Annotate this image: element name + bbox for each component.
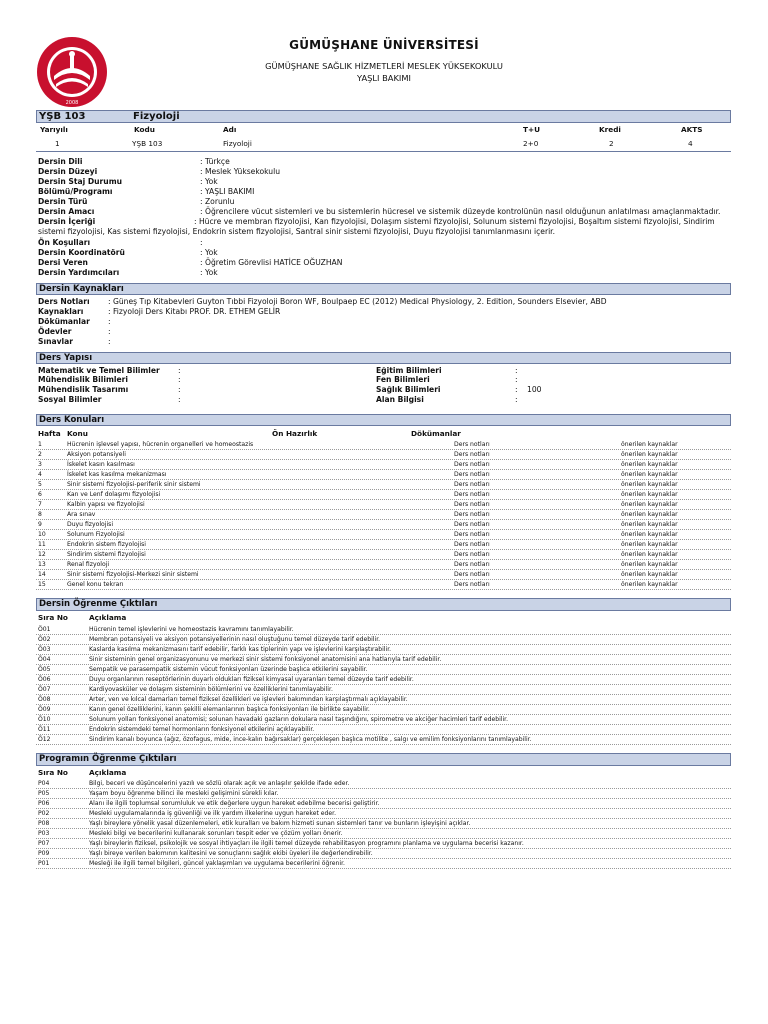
val-tu: 2+0 [523,139,539,148]
info-label: Bölümü/Programı [38,187,113,196]
outcome-text: Endokrin sistemdeki temel hormonların fonksiyonel etkilerini açıklayabilir. [89,726,315,733]
topic-row [36,550,731,560]
info-value: : Meslek Yüksekokulu [200,167,281,176]
topic-source: önerilen kaynaklar [621,511,678,518]
info-value: : YAŞLI BAKIMI [200,187,255,196]
outcome-no: Ö07 [38,686,51,693]
program-outcome-no: P02 [38,810,50,817]
topic-source: önerilen kaynaklar [621,441,678,448]
res-label: Kaynakları [38,307,84,316]
program-outcome-row [36,789,731,799]
info-label: Dersin İçeriği [38,217,96,226]
topic-doc: Ders notları [454,521,490,528]
info-label: Dersin Koordinatörü [38,248,125,257]
topic-source: önerilen kaynaklar [621,571,678,578]
outcome-row [36,735,731,745]
topic-source: önerilen kaynaklar [621,481,678,488]
topic-title: Kalbin yapısı ve fizyolojisi [67,501,145,508]
program-outcome-no: P06 [38,800,50,807]
topic-doc: Ders notları [454,451,490,458]
val-kredi: 2 [609,139,614,148]
res-label: Ödevler [38,327,72,336]
info-label: Dersin Amacı [38,207,95,216]
outcome-no: Ö01 [38,626,51,633]
topics-col-hafta: Hafta [38,429,61,438]
info-label: Dersin Dili [38,157,83,166]
struct-extra-value: 100 [527,385,542,394]
course-summary-table [36,125,731,149]
program-name: YAŞLI BAKIMI [357,73,411,83]
outcome-row [36,645,731,655]
outcome-row [36,685,731,695]
topic-doc: Ders notları [454,471,490,478]
outcome-row [36,675,731,685]
program-outcome-row [36,839,731,849]
topic-title: Hücrenin işlevsel yapısı, hücrenin organelleri ve homeostazis [67,441,254,448]
topic-title: Kan ve Lenf dolaşımı fizyolojisi [67,491,161,498]
topic-source: önerilen kaynaklar [621,471,678,478]
outcome-text: Sempatik ve parasempatik sistemin vücut fonksiyonları üzerinde başlıca etkilerini sayabilir. [89,666,368,673]
topic-title: Ara sınav [67,511,96,518]
program-outcome-no: P04 [38,780,50,787]
topic-row [36,540,731,550]
outcome-row [36,715,731,725]
divider [36,151,731,152]
res-label: Dökümanlar [38,317,90,326]
program-outcome-text: Yaşlı bireylerin fiziksel, psikolojik ve sosyal ihtiyaçları ile ilgili temel düzeyde rehabilitasyon programını planlama ve uygulama becerisi kazanır. [89,840,524,847]
topic-row [36,440,731,450]
topic-week: 12 [38,551,46,558]
university-name: GÜMÜŞHANE ÜNİVERSİTESİ [289,38,479,52]
topics-col-konu: Konu [67,429,88,438]
struct-value: : [178,375,181,384]
outcome-row [36,665,731,675]
topic-row [36,470,731,480]
topic-source: önerilen kaynaklar [621,551,678,558]
topic-row [36,530,731,540]
topic-source: önerilen kaynaklar [621,491,678,498]
program-outcome-row [36,779,731,789]
outcome-text: Membran potansiyeli ve aksiyon potansiyellerinin nasıl oluştuğunu temel düzeyde tarif edebilir. [89,636,381,643]
topic-title: Sinir sistemi fizyolojisi-Merkezi sinir sistemi [67,571,199,578]
info-label: Dersin Düzeyi [38,167,98,176]
info-label: Dersi Veren [38,258,88,267]
topic-title: Sindirim sistemi fizyolojisi [67,551,146,558]
outcome-row [36,635,731,645]
program-outcome-no: P01 [38,860,50,867]
info-value: : Yok [200,248,218,257]
struct-value: : [515,366,518,375]
outcome-no: Ö09 [38,706,51,713]
res-label: Sınavlar [38,337,74,346]
program-outcome-row [36,809,731,819]
info-value: : Öğrencilere vücut sistemleri ve bu sistemlerin hücresel ve sistemik düzeyde kontrolünün nasıl olduğunun anlatılması amaçlanmaktadır. [200,207,721,216]
topic-doc: Ders notları [454,491,490,498]
info-value: : Zorunlu [200,197,235,206]
course-summary-row [36,139,731,149]
info-label: Ön Koşulları [38,238,91,247]
info-label: Dersin Staj Durumu [38,177,123,186]
topic-week: 4 [38,471,42,478]
struct-label: Alan Bilgisi [376,395,424,404]
outcome-no: Ö05 [38,666,51,673]
topic-row [36,450,731,460]
topic-title: Aksiyon potansiyeli [67,451,126,458]
topic-week: 14 [38,571,46,578]
topic-title: Sinir sistemi fizyolojisi-periferik sinir sistemi [67,481,201,488]
topic-doc: Ders notları [454,511,490,518]
topic-source: önerilen kaynaklar [621,461,678,468]
topics-col-onhazirlik: Ön Hazırlık [272,429,318,438]
program-outcomes-header [36,768,731,778]
topic-row [36,510,731,520]
outcome-row [36,655,731,665]
struct-value: : [178,366,181,375]
info-value: : Yok [200,177,218,186]
program-outcome-row [36,849,731,859]
topic-title: İskelet kas kasılma mekanizması [67,471,167,478]
info-label: Dersin Türü [38,197,88,206]
program-outcome-text: Mesleki uygulamalarında iş güvenliği ve ilk yardım ilkelerine uygun hareket eder. [89,810,337,817]
topic-row [36,460,731,470]
topic-doc: Ders notları [454,531,490,538]
outcome-no: Ö02 [38,636,51,643]
info-value: : Öğretim Görevlisi HATİCE OĞUZHAN [200,258,343,267]
col-adi: Adı [223,125,237,134]
course-title-band [36,110,731,123]
topic-week: 15 [38,581,46,588]
structure-band [36,352,731,364]
val-yariyil: 1 [55,139,60,148]
res-value: : [108,317,111,326]
outcome-text: Duyu organlarının reseptörlerinin duyarlı oldukları fiziksel kimyasal uyaranları temel düzeyde tarif edebilir. [89,676,414,683]
topic-source: önerilen kaynaklar [621,541,678,548]
topic-week: 1 [38,441,42,448]
topic-title: Endokrin sistem fizyolojisi [67,541,146,548]
program-outcome-text: Yaşam boyu öğrenme bilinci ile mesleki gelişimini sürekli kılar. [89,790,279,797]
outcome-text: Sindirim kanalı boyunca (ağız, özofagus, mide, ince-kalın bağırsaklar) gerçekleşen başlıca motilite , salgı ve emilim fonksiyonlarını tanımlayabilir. [89,736,532,743]
program-outcomes-col-no: Sıra No [38,768,68,777]
outcome-no: Ö12 [38,736,51,743]
topic-title: Genel konu tekrarı [67,581,124,588]
topic-doc: Ders notları [454,561,490,568]
topic-week: 7 [38,501,42,508]
struct-value: : [178,385,181,394]
topic-doc: Ders notları [454,501,490,508]
topic-week: 9 [38,521,42,528]
program-outcome-text: Bilgi, beceri ve düşüncelerini yazılı ve sözlü olarak açık ve anlaşılır şekilde ifade eder. [89,780,350,787]
topic-title: Duyu fizyolojisi [67,521,114,528]
topics-title: Ders Konuları [39,415,105,425]
topics-band [36,414,731,426]
course-summary-header [36,125,731,135]
topic-doc: Ders notları [454,581,490,588]
res-label: Ders Notları [38,297,90,306]
topic-week: 8 [38,511,42,518]
res-value: : Güneş Tıp Kitabevleri Guyton Tıbbi Fizyoloji Boron WF, Boulpaep EC (2012) Medical Physiology, 2. Edition, Sounders Elsevier, ABD [108,297,607,306]
program-outcome-text: Yaşlı bireye verilen bakımının kalitesini ve sonuçlarını sağlık ekibi üyeleri ile değerlendirebilir. [89,850,373,857]
outcome-row [36,705,731,715]
program-outcome-no: P08 [38,820,50,827]
val-kodu: YŞB 103 [132,139,163,148]
outcome-text: Hücrenin temel işlevlerini ve homeostazis kavramını tanımlayabilir. [89,626,294,633]
col-kredi: Kredi [599,125,621,134]
topics-header [36,429,731,439]
info-value: : Türkçe [200,157,230,166]
topic-source: önerilen kaynaklar [621,561,678,568]
struct-value: : [515,395,518,404]
col-tu: T+U [523,125,541,134]
col-kodu: Kodu [134,125,155,134]
program-outcome-no: P03 [38,830,50,837]
topic-week: 13 [38,561,46,568]
outcome-row [36,725,731,735]
struct-label: Matematik ve Temel Bilimler [38,366,160,375]
res-value: : [108,337,111,346]
topic-title: Renal fizyoloji [67,561,110,568]
outcome-text: Arter, ven ve kılcal damarları temel fiziksel özellikleri ve işlevleri bakımından karşılaştırmalı açıklayabilir. [89,696,408,703]
info-value: : [200,238,203,247]
topic-row [36,490,731,500]
topic-week: 6 [38,491,42,498]
info-value: : Hücre ve membran fizyolojisi, Kan fizyolojisi, Dolaşım sistemi fizyolojisi, Solunum sistemi fizyolojisi, Boşaltım sistemi fizyolojisi, Sindirim [194,217,715,226]
topic-row [36,580,731,590]
topic-title: Solunum Fizyolojisi [67,531,125,538]
program-outcome-text: Alanı ile ilgili toplumsal sorumluluk ve etik değerlere uygun hareket edebilme becerisi geliştirir. [89,800,380,807]
topic-source: önerilen kaynaklar [621,581,678,588]
outcome-text: Solunum yolları fonksiyonel anatomisi; solunan havadaki gazların dokulara nasıl taşındığını, spirometre ve akciğer hacimleri tarif edebilir. [89,716,509,723]
outcomes-col-no: Sıra No [38,613,68,622]
outcome-no: Ö08 [38,696,51,703]
outcome-no: Ö11 [38,726,51,733]
topic-source: önerilen kaynaklar [621,531,678,538]
program-outcome-no: P09 [38,850,50,857]
topic-source: önerilen kaynaklar [621,521,678,528]
program-outcome-text: Yaşlı bireylere yönelik yasal düzenlemeleri, etik kuralları ve bakım hizmeti sunan sistemleri tanır ve bunların işleyişini açıklar. [89,820,471,827]
topic-doc: Ders notları [454,461,490,468]
program-outcome-row [36,819,731,829]
outcomes-title: Dersin Öğrenme Çıktıları [39,599,158,609]
res-value: : Fizyoloji Ders Kitabı PROF. DR. ETHEM GELİR [108,307,281,316]
topic-doc: Ders notları [454,571,490,578]
info-value-cont: sistemi fizyolojisi, Kas sistemi fizyolojisi, Endokrin sistem fizyolojisi, Santral sinir sistemi fizyolojisi, Duyu fizyolojisi tanımlanmasını içerir. [38,227,556,236]
program-outcomes-col-aciklama: Açıklama [89,768,127,777]
topic-row [36,520,731,530]
topics-col-dokumanlar: Dökümanlar [411,429,461,438]
program-outcome-row [36,859,731,869]
resources-title: Dersin Kaynakları [39,284,124,294]
resources-band [36,283,731,295]
outcome-text: Kaslarda kasılma mekanizmasını tarif edebilir, farklı kas tiplerinin yapı ve işlevlerini karşılaştırabilir. [89,646,392,653]
val-akts: 4 [688,139,693,148]
struct-value: : [515,385,518,394]
outcomes-col-aciklama: Açıklama [89,613,127,622]
program-outcome-row [36,829,731,839]
outcome-text: Sinir sisteminin genel organizasyonunu ve merkezi sinir sistemi fonksiyonel anatomisini ana hatlarıyla tarif edebilir. [89,656,442,663]
topic-doc: Ders notları [454,441,490,448]
outcome-no: Ö06 [38,676,51,683]
outcome-no: Ö04 [38,656,51,663]
struct-label: Fen Bilimleri [376,375,430,384]
info-value: : Yok [200,268,218,277]
struct-value: : [178,395,181,404]
res-value: : [108,327,111,336]
outcome-row [36,695,731,705]
col-yariyil: Yarıyılı [40,125,68,134]
topic-week: 5 [38,481,42,488]
program-outcome-row [36,799,731,809]
topic-row [36,560,731,570]
program-outcomes-band [36,753,731,766]
outcomes-band [36,598,731,611]
program-outcome-text: Mesleki bilgi ve becerilerini kullanarak sorunları tespit eder ve çözüm yolları önerir. [89,830,343,837]
topic-source: önerilen kaynaklar [621,451,678,458]
course-code-title: YŞB 103 [39,111,86,122]
outcome-no: Ö03 [38,646,51,653]
struct-label: Mühendislik Bilimleri [38,375,128,384]
topic-doc: Ders notları [454,551,490,558]
struct-label: Eğitim Bilimleri [376,366,442,375]
topic-source: önerilen kaynaklar [621,501,678,508]
outcomes-header [36,613,731,623]
val-adi: Fizyoloji [223,139,252,148]
topic-title: İskelet kasın kasılması [67,461,135,468]
outcome-no: Ö10 [38,716,51,723]
outcome-text: Kanın genel özelliklerini, kanın şekilli elemanlarının başlıca fonksiyonları ile birlikte sayabilir. [89,706,370,713]
struct-label: Sağlık Bilimleri [376,385,441,394]
info-icerik-cont [38,227,555,236]
topic-week: 11 [38,541,46,548]
topic-row [36,480,731,490]
struct-value: : [515,375,518,384]
topic-week: 10 [38,531,46,538]
outcome-row [36,625,731,635]
program-outcomes-title: Programın Öğrenme Çıktıları [39,754,177,764]
topic-row [36,500,731,510]
logo-year: 2008 [65,100,79,106]
struct-label: Mühendislik Tasarımı [38,385,129,394]
program-outcome-no: P05 [38,790,50,797]
topic-row [36,570,731,580]
info-label: Dersin Yardımcıları [38,268,120,277]
topic-week: 3 [38,461,42,468]
col-akts: AKTS [681,125,703,134]
topic-doc: Ders notları [454,481,490,488]
course-name-title: Fizyoloji [133,111,180,122]
school-name: GÜMÜŞHANE SAĞLIK HİZMETLERİ MESLEK YÜKSEKOKULU [265,61,503,71]
program-outcome-text: Mesleği ile ilgili temel bilgileri, güncel yaklaşımları ve uygulama becerilerini öğrenir. [89,860,345,867]
topic-week: 2 [38,451,42,458]
program-outcome-no: P07 [38,840,50,847]
outcome-text: Kardiyovasküler ve dolaşım sisteminin bölümlerini ve özelliklerini tanımlayabilir. [89,686,333,693]
structure-title: Ders Yapısı [39,353,93,363]
topic-doc: Ders notları [454,541,490,548]
struct-label: Sosyal Bilimler [38,395,102,404]
